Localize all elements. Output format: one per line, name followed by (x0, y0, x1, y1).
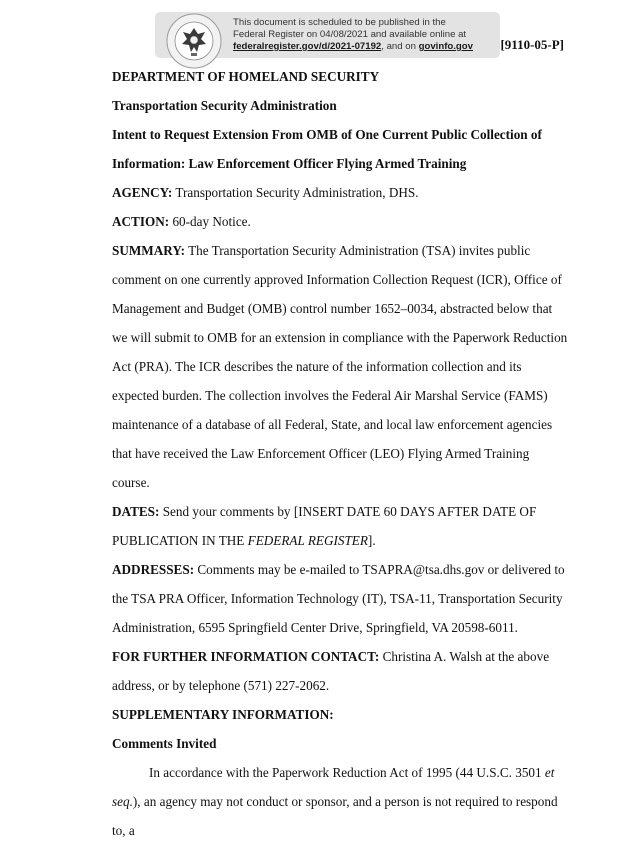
addresses-section: ADDRESSES: Comments may be e-mailed to TSAPRA@tsa.dhs.gov or delivered to the TSA PRA Officer, Information Technology (IT), TSA-11, Transportation Security Administration, 6595 Springfield Center Drive, Springfield, VA 20598-6011. (112, 562, 565, 635)
banner-text (233, 17, 498, 53)
document-body (112, 62, 570, 845)
publication-banner (155, 12, 500, 58)
contact-section: FOR FURTHER INFORMATION CONTACT: Christina A. Walsh at the above address, or by telephone (571) 227-2062. (112, 649, 550, 693)
agency-heading: Transportation Security Administration (112, 98, 337, 113)
banner-line-1: This document is scheduled to be published in the (233, 17, 446, 28)
summary-section: SUMMARY: The Transportation Security Administration (TSA) invites public comment on one currently approved Information Collection Request (ICR), Office of Management and Budget (OMB) control number 1652–0034, abstracted below that we will submit to OMB for an extension in compliance with the Paperwork Reduction Act (PRA). The ICR describes the nature of the information collection and its expected burden. The collection involves the Federal Air Marshal Service (FAMS) maintenance of a database of all Federal, State, and local law enforcement agencies that have received the Law Enforcement Officer (LEO) Flying Armed Training course. (112, 243, 568, 490)
banner-mid: , and on (381, 41, 419, 52)
dates-section: DATES: Send your comments by [INSERT DATE 60 DAYS AFTER DATE OF PUBLICATION IN THE FEDERAL REGISTER]. (112, 504, 537, 548)
agency-section: AGENCY: Transportation Security Administration, DHS. (112, 185, 419, 200)
body-paragraph: In accordance with the Paperwork Reduction Act of 1995 (44 U.S.C. 3501 et seq.), an agency may not conduct or sponsor, and a person is not required to respond to, a (112, 765, 558, 838)
department-heading: DEPARTMENT OF HOMELAND SECURITY (112, 69, 380, 84)
banner-line-2: Federal Register on 04/08/2021 and available online at (233, 29, 467, 40)
banner-line-3 (233, 41, 498, 53)
notice-title-line-1: Intent to Request Extension From OMB of One Current Public Collection of (112, 127, 542, 142)
supplementary-heading: SUPPLEMENTARY INFORMATION: (112, 707, 334, 722)
comments-heading: Comments Invited (112, 736, 217, 751)
federalregister-link[interactable]: federalregister.gov/d/2021-07192 (233, 41, 382, 52)
action-section: ACTION: 60-day Notice. (112, 214, 251, 229)
notice-title-line-2: Information: Law Enforcement Officer Flying Armed Training (112, 156, 467, 171)
govinfo-link[interactable]: govinfo.gov (418, 41, 473, 52)
document-code: [9110-05-P] (500, 37, 564, 52)
